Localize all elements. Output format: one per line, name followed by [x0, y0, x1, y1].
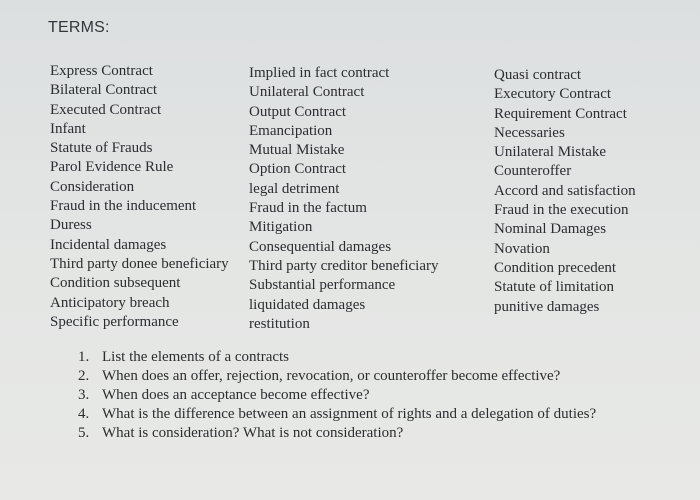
question-item [78, 367, 596, 386]
term-item: Anticipatory breach [50, 294, 170, 311]
question-number: 1. [78, 349, 90, 365]
term-item: Mutual Mistake [249, 142, 345, 159]
terms-heading: TERMS: [48, 19, 110, 36]
term-item: Executed Contract [50, 101, 162, 118]
term-item: restitution [249, 315, 310, 332]
question-number: 3. [78, 387, 90, 403]
term-item: Statute of limitation [494, 279, 614, 296]
term-item: Quasi contract [494, 67, 582, 83]
term-item: Condition subsequent [50, 275, 181, 292]
term-item: Fraud in the factum [249, 200, 367, 217]
question-text: List the elements of a contracts [102, 349, 290, 365]
term-item: Unilateral Contract [249, 84, 365, 101]
question-text: When does an acceptance become effective? [102, 387, 370, 403]
term-item: Fraud in the inducement [50, 198, 197, 215]
question-text: What is consideration? What is not consideration? [102, 425, 404, 441]
term-item: Express Contract [50, 63, 153, 79]
question-item [78, 424, 596, 443]
question-number: 5. [78, 425, 90, 441]
terms-column-2 [249, 64, 439, 334]
question-item [78, 348, 596, 367]
term-item: Mitigation [249, 219, 313, 236]
term-item: Consideration [50, 178, 135, 195]
term-item: Unilateral Mistake [494, 144, 607, 161]
term-item: Condition precedent [494, 259, 617, 276]
term-item: Consequential damages [249, 238, 392, 255]
term-item: Counteroffer [494, 163, 572, 180]
term-item: Necessaries [494, 124, 565, 141]
terms-column-1 [50, 62, 229, 332]
term-item: Accord and satisfaction [494, 182, 636, 199]
term-item: Requirement Contract [494, 105, 627, 122]
term-item: Bilateral Contract [50, 82, 158, 99]
question-number: 4. [78, 406, 90, 422]
term-item: Implied in fact contract [249, 65, 390, 81]
term-item: Executory Contract [494, 86, 612, 103]
term-item: Parol Evidence Rule [50, 159, 174, 176]
term-item: Emancipation [249, 122, 333, 139]
term-item: Option Contract [249, 161, 347, 178]
term-item: Substantial performance [249, 277, 396, 294]
question-item [78, 405, 596, 424]
term-item: Specific performance [50, 313, 179, 330]
term-item: Incidental damages [50, 236, 167, 253]
term-item: punitive damages [494, 298, 600, 315]
term-item: legal detriment [249, 180, 340, 197]
terms-column-3 [494, 66, 636, 317]
term-item: Third party creditor beneficiary [249, 257, 439, 274]
term-item: Statute of Frauds [50, 140, 153, 157]
question-text: When does an offer, rejection, revocation, or counteroffer become effective? [102, 368, 561, 384]
questions-list [78, 348, 596, 443]
term-item: Novation [494, 240, 550, 257]
term-item: Infant [50, 120, 86, 137]
term-item: Duress [50, 217, 92, 234]
term-item: liquidated damages [249, 296, 366, 313]
term-item: Third party donee beneficiary [50, 255, 229, 272]
term-item: Nominal Damages [494, 221, 607, 238]
question-item [78, 386, 596, 405]
question-number: 2. [78, 368, 90, 384]
question-text: What is the difference between an assignment of rights and a delegation of duties? [102, 406, 597, 422]
term-item: Output Contract [249, 103, 347, 120]
term-item: Fraud in the execution [494, 202, 629, 219]
